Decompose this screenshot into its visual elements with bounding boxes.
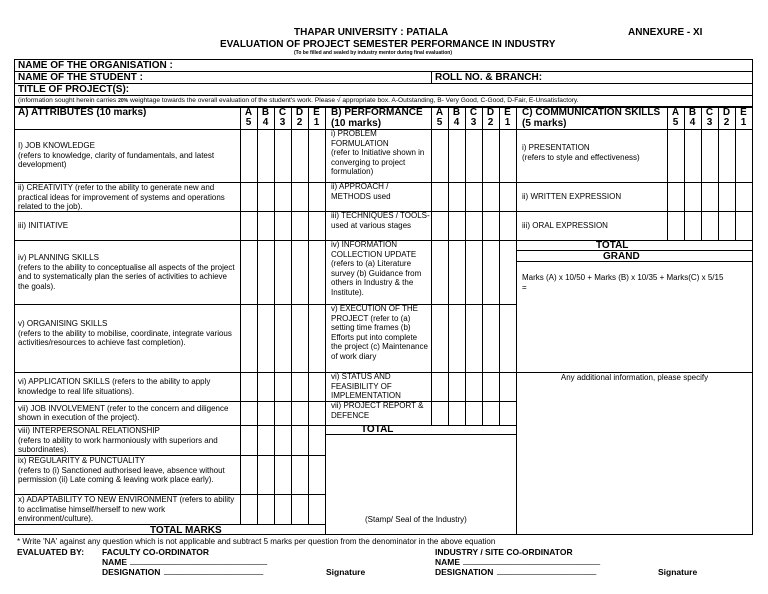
performance-row-5-grade-b[interactable]	[449, 305, 465, 372]
communication-row-2-grade-e[interactable]	[736, 183, 752, 211]
performance-row-4-grade-e[interactable]	[500, 241, 516, 304]
performance-row-4: iv) INFORMATION COLLECTION UPDATE (refers to (a) Literature survey (b) Guidance from others in Industry & the Institute).	[331, 240, 422, 297]
grade-col-a-letter-e: E	[313, 107, 320, 117]
attribute-row-2-grade-a[interactable]	[241, 183, 257, 211]
performance-row-4-grade-a[interactable]	[432, 241, 448, 304]
attribute-row-6: vi) APPLICATION SKILLS (refers to the ability to apply knowledge to real life situations).	[18, 377, 211, 396]
section-c-total-label: TOTAL	[596, 240, 629, 250]
attribute-row-9: ix) REGULARITY & PUNCTUALITY (refers to (i) Sanctioned authorised leave, absence without permission (ii) Late coming & leaving work place early).	[18, 456, 225, 484]
industry-name-label: NAME	[435, 557, 461, 567]
performance-row-2-grade-d[interactable]	[483, 183, 499, 211]
grade-col-c-point-c: 3	[706, 117, 713, 127]
attribute-row-6-grade-b[interactable]	[258, 373, 274, 401]
attribute-row-4: iv) PLANNING SKILLS (refers to the ability to conceptualise all aspects of the project and to systematically plan the series of activities to achieve the goals).	[18, 253, 235, 291]
attribute-row-10-grade-c[interactable]	[275, 495, 291, 524]
performance-row-6-grade-c[interactable]	[466, 373, 482, 401]
grade-col-a-letter-b: B	[261, 107, 270, 117]
performance-row-3: iii) TECHNIQUES / TOOLS- used at various stages	[331, 211, 430, 230]
attribute-row-4-grade-d[interactable]	[292, 241, 308, 304]
section-a-header: A) ATTRIBUTES (10 marks)	[18, 107, 147, 118]
communication-row-3-grade-c[interactable]	[702, 212, 718, 240]
attribute-row-2-grade-e[interactable]	[309, 183, 325, 211]
attribute-row-1-grade-a[interactable]	[241, 130, 257, 182]
performance-row-7-grade-d[interactable]	[483, 402, 499, 425]
grade-col-a-letter-d: D	[295, 107, 304, 117]
industry-designation-line[interactable]: _____________________	[497, 565, 597, 575]
section-c-header: C) COMMUNICATION SKILLS (5 marks)	[522, 107, 661, 129]
attribute-row-3-grade-c[interactable]	[275, 212, 291, 240]
grade-col-c-letter-e: E	[740, 107, 747, 117]
grade-col-b-letter-d: D	[486, 107, 495, 117]
communication-row-1-grade-c[interactable]	[702, 130, 718, 182]
attribute-row-7-grade-c[interactable]	[275, 402, 291, 425]
communication-row-2-grade-c[interactable]	[702, 183, 718, 211]
communication-row-1: i) PRESENTATION (refers to style and effectiveness)	[522, 143, 640, 162]
performance-row-1-grade-a[interactable]	[432, 130, 448, 182]
roll-branch-field[interactable]: ROLL NO. & BRANCH:	[435, 72, 543, 83]
attribute-row-7-grade-a[interactable]	[241, 402, 257, 425]
attribute-row-8-grade-b[interactable]	[258, 426, 274, 455]
grade-col-c-letter-a: A	[671, 107, 680, 117]
faculty-signature-label: Signature	[326, 567, 366, 577]
faculty-coordinator-label: FACULTY CO-ORDINATOR	[102, 547, 210, 557]
grade-col-c-point-e: 1	[740, 117, 747, 127]
communication-row-2-grade-b[interactable]	[685, 183, 701, 211]
form-subtitle: (To be filled and sealed by industry mentor during final evaluation)	[294, 50, 452, 56]
performance-row-6-grade-b[interactable]	[449, 373, 465, 401]
grade-col-b-letter-e: E	[504, 107, 511, 117]
grade-col-a-point-b: 4	[262, 117, 269, 127]
industry-designation-label: DESIGNATION	[435, 567, 494, 577]
grade-col-b-point-c: 3	[470, 117, 477, 127]
attribute-row-3-grade-d[interactable]	[292, 212, 308, 240]
communication-row-2: ii) WRITTEN EXPRESSION	[522, 192, 622, 201]
evaluated-by-label: EVALUATED BY:	[17, 547, 85, 557]
attribute-row-5-grade-a[interactable]	[241, 305, 257, 372]
communication-row-1-grade-a[interactable]	[668, 130, 684, 182]
industry-coordinator-label: INDUSTRY / SITE CO-ORDINATOR	[435, 547, 573, 557]
additional-info-label: Any additional information, please specify	[560, 373, 709, 382]
attribute-row-10-grade-a[interactable]	[241, 495, 257, 524]
performance-row-2-grade-c[interactable]	[466, 183, 482, 211]
performance-row-7-grade-b[interactable]	[449, 402, 465, 425]
attribute-row-2: ii) CREATIVITY (refer to the ability to generate new and practical ideas for improvement of systems and operations related to the job).	[18, 183, 225, 211]
faculty-designation-line[interactable]: _____________________	[164, 565, 264, 575]
performance-row-4-grade-c[interactable]	[466, 241, 482, 304]
grade-col-b-point-e: 1	[504, 117, 511, 127]
performance-row-3-grade-a[interactable]	[432, 212, 448, 240]
attribute-row-8-grade-c[interactable]	[275, 426, 291, 455]
performance-row-7-grade-e[interactable]	[500, 402, 516, 425]
grade-col-c-letter-b: B	[688, 107, 697, 117]
performance-row-5-grade-c[interactable]	[466, 305, 482, 372]
attribute-row-8: viii) INTERPERSONAL RELATIONSHIP (refers to ability to work harmoniously with superiors and subordinates).	[18, 426, 218, 454]
attribute-row-9-grade-c[interactable]	[275, 456, 291, 494]
industry-seal-label: (Stamp/ Seal of the Industry)	[365, 515, 467, 524]
attribute-row-1-grade-b[interactable]	[258, 130, 274, 182]
grade-col-b-letter-b: B	[452, 107, 461, 117]
attribute-row-3: iii) INITIATIVE	[18, 220, 69, 230]
faculty-name-label: NAME	[102, 557, 128, 567]
attribute-row-4-grade-c[interactable]	[275, 241, 291, 304]
performance-row-2: ii) APPROACH / METHODS used	[331, 182, 391, 201]
grade-col-c-letter-c: C	[705, 107, 714, 117]
grand-total-label: GRAND	[603, 251, 640, 261]
attribute-row-2-grade-d[interactable]	[292, 183, 308, 211]
attribute-row-3-grade-b[interactable]	[258, 212, 274, 240]
performance-row-1-grade-b[interactable]	[449, 130, 465, 182]
performance-row-7-grade-a[interactable]	[432, 402, 448, 425]
annexure-label: ANNEXURE - XI	[628, 27, 703, 38]
attribute-row-6-grade-d[interactable]	[292, 373, 308, 401]
additional-info-area[interactable]	[517, 384, 753, 534]
attribute-row-4-grade-a[interactable]	[241, 241, 257, 304]
attribute-row-7-grade-b[interactable]	[258, 402, 274, 425]
attribute-row-1-grade-c[interactable]	[275, 130, 291, 182]
attribute-row-3-grade-e[interactable]	[309, 212, 325, 240]
attribute-row-8-grade-e[interactable]	[309, 426, 325, 455]
instructions-note: (information sought herein carries 20% weightage towards the overall evaluation of the student's work. Please √ appropriate box. A-Outstanding, B- Very Good, C-Good, D-Fair, E-Unsatisfactory.	[18, 97, 579, 104]
performance-row-6-grade-e[interactable]	[500, 373, 516, 401]
performance-row-1-grade-c[interactable]	[466, 130, 482, 182]
performance-row-5-grade-d[interactable]	[483, 305, 499, 372]
performance-row-6-grade-d[interactable]	[483, 373, 499, 401]
performance-row-1: i) PROBLEM FORMULATION (refer to Initiative shown in converging to project formulation)	[331, 129, 425, 176]
communication-row-2-grade-d[interactable]	[719, 183, 735, 211]
attribute-row-3-grade-a[interactable]	[241, 212, 257, 240]
industry-signature-label: Signature	[658, 567, 698, 577]
grade-col-a-letter-c: C	[278, 107, 287, 117]
grade-col-a-letter-a: A	[244, 107, 253, 117]
performance-row-7: vii) PROJECT REPORT & DEFENCE	[331, 401, 424, 420]
communication-row-3-grade-d[interactable]	[719, 212, 735, 240]
attribute-row-5: v) ORGANISING SKILLS (refers to the ability to mobilise, coordinate, integrate various activities/resources to achieve fast completion).	[18, 319, 232, 347]
performance-row-1-grade-d[interactable]	[483, 130, 499, 182]
attribute-row-9-grade-b[interactable]	[258, 456, 274, 494]
grade-col-a-point-c: 3	[279, 117, 286, 127]
form-title: EVALUATION OF PROJECT SEMESTER PERFORMANCE IN INDUSTRY	[220, 39, 556, 50]
attribute-row-2-grade-c[interactable]	[275, 183, 291, 211]
performance-row-6-grade-a[interactable]	[432, 373, 448, 401]
project-title-field[interactable]: TITLE OF PROJECT(S):	[18, 84, 130, 95]
grade-col-c-point-b: 4	[689, 117, 696, 127]
attribute-row-10-grade-d[interactable]	[292, 495, 308, 524]
attribute-row-1-grade-d[interactable]	[292, 130, 308, 182]
attribute-row-9-grade-e[interactable]	[309, 456, 325, 494]
performance-row-5-grade-e[interactable]	[500, 305, 516, 372]
marks-formula: Marks (A) x 10/50 + Marks (B) x 10/35 + Marks(C) x 5/15 =	[522, 273, 724, 292]
performance-row-4-grade-d[interactable]	[483, 241, 499, 304]
grade-col-a-point-e: 1	[313, 117, 320, 127]
performance-row-2-grade-a[interactable]	[432, 183, 448, 211]
attribute-row-4-grade-b[interactable]	[258, 241, 274, 304]
attribute-row-1: I) JOB KNOWLEDGE (refers to knowledge, clarity of fundamentals, and latest development)	[18, 141, 215, 170]
attribute-row-6-grade-c[interactable]	[275, 373, 291, 401]
performance-row-2-grade-e[interactable]	[500, 183, 516, 211]
performance-row-3-grade-b[interactable]	[449, 212, 465, 240]
attribute-row-5-grade-b[interactable]	[258, 305, 274, 372]
communication-row-1-grade-b[interactable]	[685, 130, 701, 182]
performance-row-6: vi) STATUS AND FEASIBILITY OF IMPLEMENTATION	[331, 372, 401, 400]
university-name: THAPAR UNIVERSITY : PATIALA	[294, 27, 449, 38]
performance-row-5: v) EXECUTION OF THE PROJECT (refer to (a) setting time frames (b) Efforts put into complete the project (c) Maintenance of work diary	[331, 304, 428, 361]
attribute-row-2-grade-b[interactable]	[258, 183, 274, 211]
performance-row-4-grade-b[interactable]	[449, 241, 465, 304]
communication-row-2-grade-a[interactable]	[668, 183, 684, 211]
performance-row-7-grade-c[interactable]	[466, 402, 482, 425]
attribute-row-10-grade-b[interactable]	[258, 495, 274, 524]
faculty-designation-label: DESIGNATION	[102, 567, 161, 577]
performance-row-5-grade-a[interactable]	[432, 305, 448, 372]
communication-row-3-grade-e[interactable]	[736, 212, 752, 240]
grade-col-c-point-d: 2	[723, 117, 730, 127]
grade-col-b-letter-c: C	[469, 107, 478, 117]
attribute-row-6-grade-a[interactable]	[241, 373, 257, 401]
attribute-row-9-grade-d[interactable]	[292, 456, 308, 494]
grade-col-a-point-d: 2	[296, 117, 303, 127]
grade-col-b-point-b: 4	[453, 117, 460, 127]
organisation-field[interactable]: NAME OF THE ORGANISATION :	[18, 60, 173, 71]
faculty-name-line[interactable]: _____________________________	[130, 555, 268, 565]
communication-row-3-grade-b[interactable]	[685, 212, 701, 240]
attribute-row-5-grade-e[interactable]	[309, 305, 325, 372]
attribute-row-7: vii) JOB INVOLVEMENT (refer to the concern and diligence shown in execution of the project).	[18, 403, 229, 422]
grade-col-c-point-a: 5	[672, 117, 679, 127]
grade-col-b-point-d: 2	[487, 117, 494, 127]
industry-name-line[interactable]: _____________________________	[463, 555, 601, 565]
performance-row-3-grade-e[interactable]	[500, 212, 516, 240]
attribute-row-4-grade-e[interactable]	[309, 241, 325, 304]
grade-col-a-point-a: 5	[245, 117, 252, 127]
performance-row-2-grade-b[interactable]	[449, 183, 465, 211]
attribute-row-8-grade-d[interactable]	[292, 426, 308, 455]
grade-col-b-point-a: 5	[436, 117, 443, 127]
attribute-row-10-grade-e[interactable]	[309, 495, 325, 524]
performance-row-1-grade-e[interactable]	[500, 130, 516, 182]
communication-row-1-grade-d[interactable]	[719, 130, 735, 182]
attribute-row-8-grade-a[interactable]	[241, 426, 257, 455]
student-name-field[interactable]: NAME OF THE STUDENT :	[18, 72, 143, 83]
attribute-row-5-grade-d[interactable]	[292, 305, 308, 372]
attribute-row-1-grade-e[interactable]	[309, 130, 325, 182]
attribute-row-7-grade-e[interactable]	[309, 402, 325, 425]
attribute-row-6-grade-e[interactable]	[309, 373, 325, 401]
na-note: * Write 'NA' against any question which is not applicable and subtract 5 marks per question from the denominator in the above equation	[17, 537, 496, 546]
section-b-total-label: TOTAL	[361, 424, 394, 434]
communication-row-3-grade-a[interactable]	[668, 212, 684, 240]
attribute-row-9-grade-a[interactable]	[241, 456, 257, 494]
section-b-header: B) PERFORMANCE (10 marks)	[331, 107, 423, 129]
grade-col-c-letter-d: D	[722, 107, 731, 117]
performance-row-3-grade-c[interactable]	[466, 212, 482, 240]
attribute-row-7-grade-d[interactable]	[292, 402, 308, 425]
grade-col-b-letter-a: A	[435, 107, 444, 117]
section-a-total-label: TOTAL MARKS	[150, 525, 222, 535]
attribute-row-5-grade-c[interactable]	[275, 305, 291, 372]
communication-row-1-grade-e[interactable]	[736, 130, 752, 182]
communication-row-3: iii) ORAL EXPRESSION	[522, 221, 608, 230]
attribute-row-10: x) ADAPTABILITY TO NEW ENVIRONMENT (refers to ability to acclimatise himself/herself to new work environment/culture).	[18, 495, 235, 523]
performance-row-3-grade-d[interactable]	[483, 212, 499, 240]
